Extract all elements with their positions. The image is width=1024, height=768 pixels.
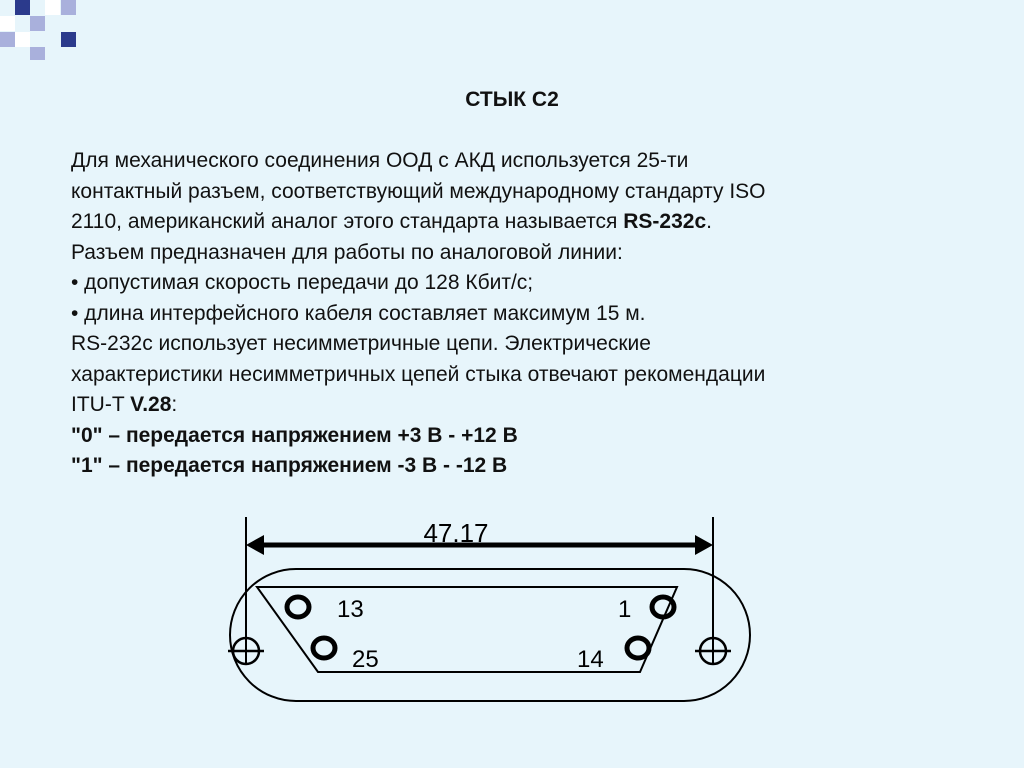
- pin-label-14: 14: [577, 646, 604, 673]
- pin-label-13: 13: [337, 596, 364, 623]
- text-fragment: ITU-T: [71, 393, 131, 416]
- text-line: Для механического соединения ООД с АКД используется 25-ти: [71, 149, 689, 172]
- dimension-arrow-left: [246, 535, 264, 555]
- connector-diagram: [200, 505, 780, 710]
- bullet-item: • длина интерфейсного кабеля составляет максимум 15 м.: [71, 301, 646, 325]
- pin-label-25: 25: [352, 646, 379, 673]
- pin-25: [313, 638, 335, 658]
- text-line: RS-232c использует несимметричные цепи. Электрические: [71, 332, 651, 355]
- text-line: [71, 207, 971, 238]
- body-text: [71, 146, 971, 482]
- recommendation-name: V.28: [130, 393, 172, 416]
- dimension-arrow-right: [695, 535, 713, 555]
- text-line: характеристики несимметричных цепей стыка отвечают рекомендации: [71, 362, 766, 386]
- pin-label-1: 1: [618, 596, 632, 623]
- text-fragment: :: [171, 393, 178, 416]
- pin-13: [287, 597, 309, 617]
- text-line: Разъем предназначен для работы по аналоговой линии:: [71, 240, 623, 264]
- text-line: [71, 390, 971, 421]
- corner-decoration: [0, 0, 80, 60]
- connector-shell: [230, 569, 750, 701]
- bullet-item: • допустимая скорость передачи до 128 Кбит/с;: [71, 271, 534, 294]
- pin-14: [627, 638, 649, 658]
- signal-zero-line: "0" – передается напряжением +3 В - +12 В: [71, 423, 518, 447]
- text-line: контактный разъем, соответствующий международному стандарту ISO: [71, 179, 766, 203]
- pin-1: [652, 597, 674, 617]
- text-fragment: .: [706, 210, 712, 233]
- signal-one-line: "1" – передается напряжением -3 В - -12 В: [71, 454, 508, 477]
- dimension-label: 47.17: [423, 518, 489, 548]
- slide-title: СТЫК С2: [465, 88, 559, 111]
- text-fragment: 2110, американский аналог этого стандарта называется: [71, 210, 624, 233]
- standard-name: RS-232c: [623, 210, 707, 233]
